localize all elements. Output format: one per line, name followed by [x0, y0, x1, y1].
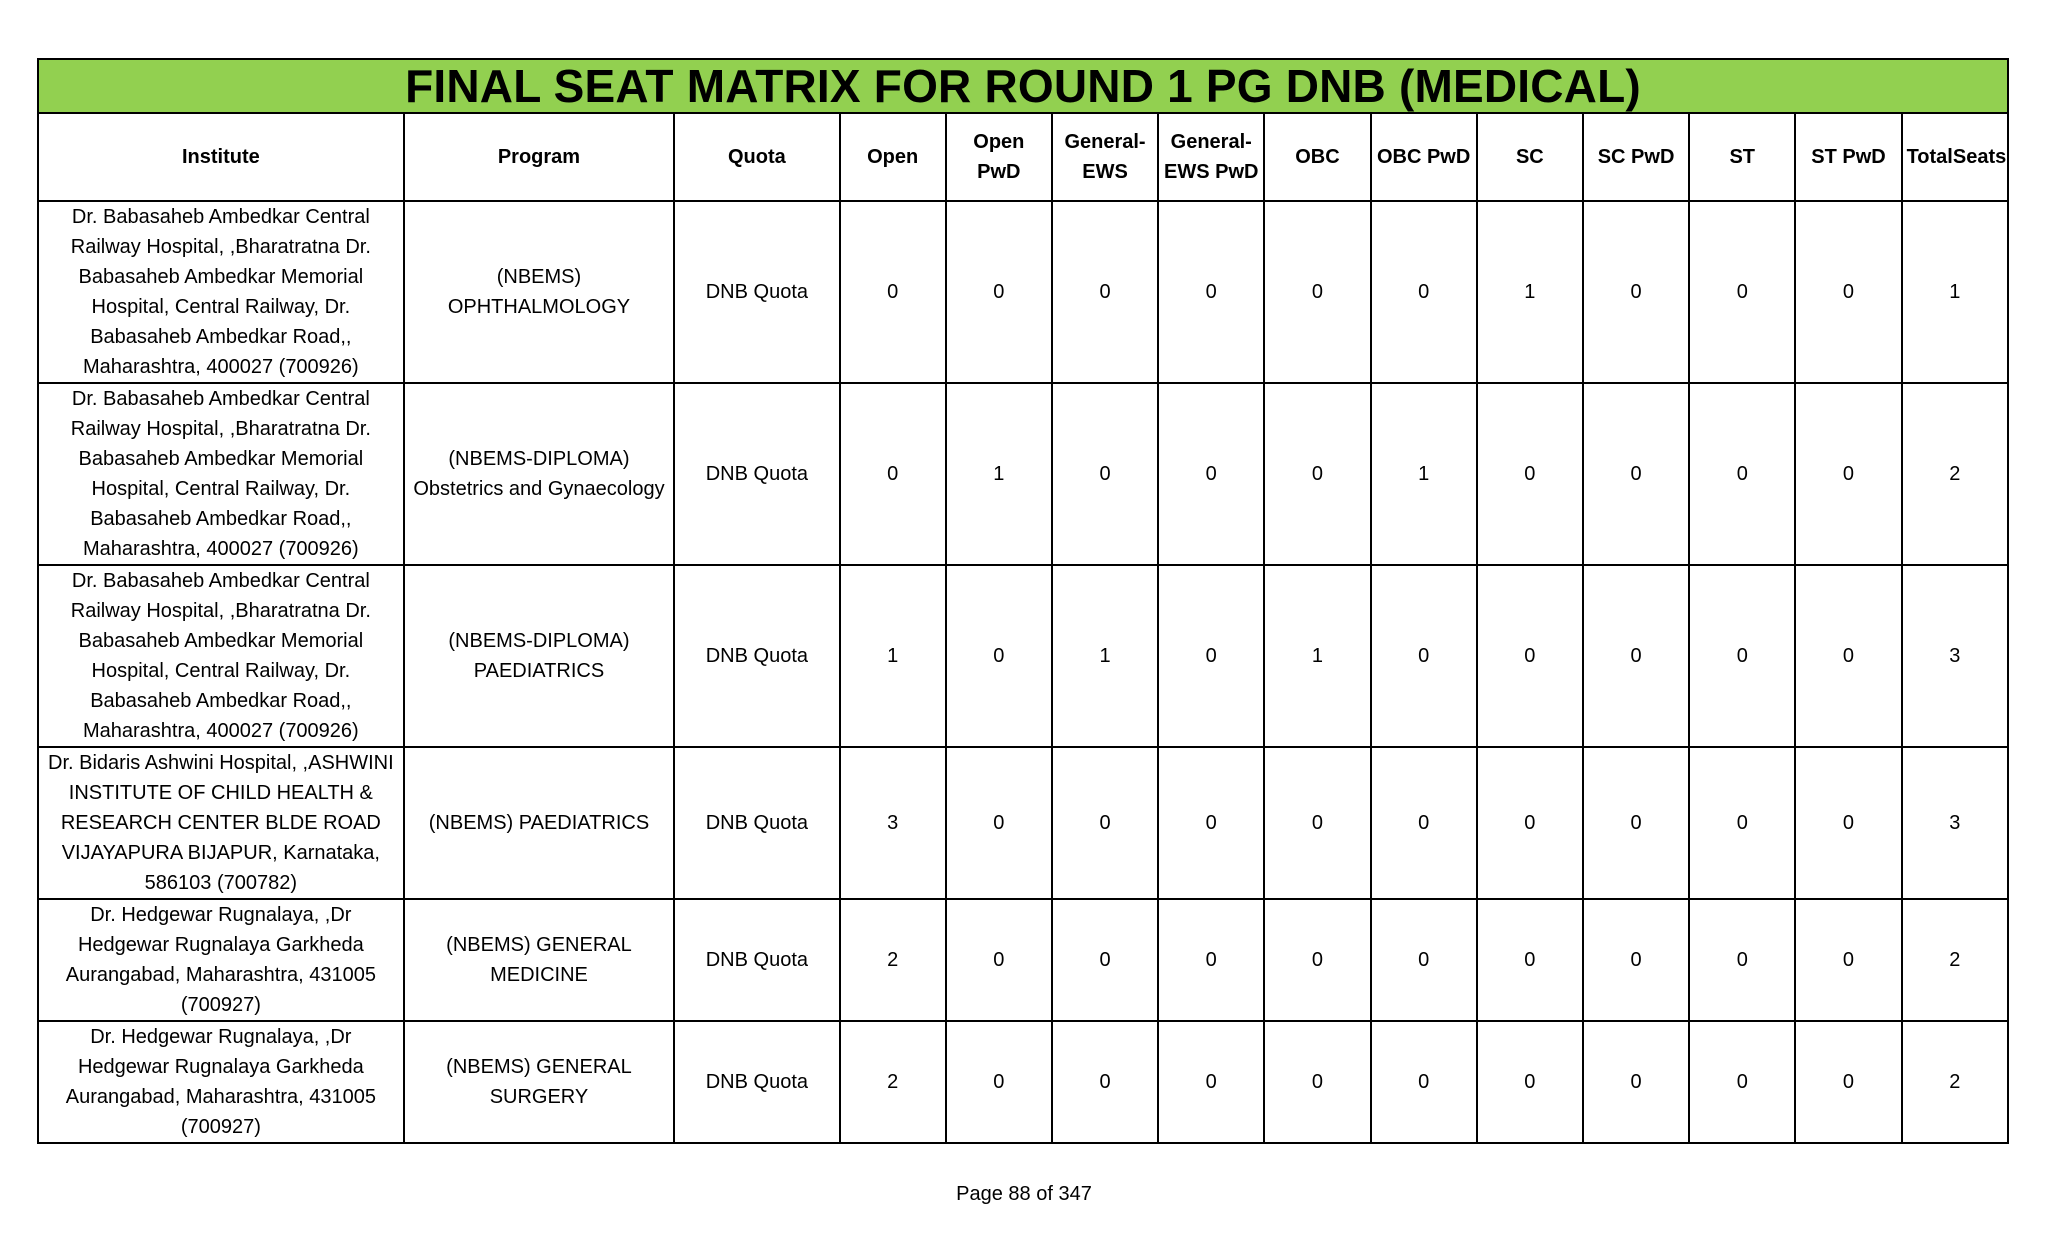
- open-pwd-cell: 0: [946, 565, 1052, 747]
- quota-cell: DNB Quota: [674, 565, 839, 747]
- open-pwd-cell: 0: [946, 201, 1052, 383]
- obc-pwd-cell: 1: [1371, 383, 1477, 565]
- page-title: FINAL SEAT MATRIX FOR ROUND 1 PG DNB (MEDICAL): [405, 60, 1641, 112]
- col-header-obc: OBC: [1264, 113, 1370, 201]
- col-header-total-seats: TotalSeats: [1902, 113, 2008, 201]
- title-banner: [38, 59, 2008, 113]
- col-header-sc-pwd: SC PwD: [1583, 113, 1689, 201]
- program-cell: (NBEMS) GENERAL MEDICINE: [404, 899, 675, 1021]
- institute-cell: Dr. Bidaris Ashwini Hospital, ,ASHWINI INSTITUTE OF CHILD HEALTH & RESEARCH CENTER BLDE ROAD VIJAYAPURA BIJAPUR, Karnataka, 586103 (700782): [38, 747, 404, 899]
- total-seats-cell: 3: [1902, 747, 2008, 899]
- open-cell: 2: [840, 899, 946, 1021]
- st-cell: 0: [1689, 899, 1795, 1021]
- table-row: [38, 565, 2008, 747]
- open-pwd-cell: 0: [946, 1021, 1052, 1143]
- open-cell: 2: [840, 1021, 946, 1143]
- st-pwd-cell: 0: [1795, 1021, 1901, 1143]
- program-cell: (NBEMS) GENERAL SURGERY: [404, 1021, 675, 1143]
- quota-cell: DNB Quota: [674, 747, 839, 899]
- table-row: [38, 201, 2008, 383]
- sc-cell: 0: [1477, 747, 1583, 899]
- col-header-institute: Institute: [38, 113, 404, 201]
- seat-matrix-sheet: [37, 58, 2009, 1144]
- quota-cell: DNB Quota: [674, 1021, 839, 1143]
- obc-cell: 0: [1264, 1021, 1370, 1143]
- general-ews-cell: 1: [1052, 565, 1158, 747]
- st-pwd-cell: 0: [1795, 565, 1901, 747]
- general-ews-cell: 0: [1052, 1021, 1158, 1143]
- sc-cell: 1: [1477, 201, 1583, 383]
- general-ews-cell: 0: [1052, 201, 1158, 383]
- st-pwd-cell: 0: [1795, 383, 1901, 565]
- quota-cell: DNB Quota: [674, 201, 839, 383]
- col-header-general-ews-pwd: General-EWS PwD: [1158, 113, 1264, 201]
- st-cell: 0: [1689, 201, 1795, 383]
- table-row: [38, 899, 2008, 1021]
- obc-pwd-cell: 0: [1371, 201, 1477, 383]
- obc-pwd-cell: 0: [1371, 565, 1477, 747]
- obc-cell: 0: [1264, 747, 1370, 899]
- col-header-st: ST: [1689, 113, 1795, 201]
- table-row: [38, 383, 2008, 565]
- table-row: [38, 1021, 2008, 1143]
- sc-pwd-cell: 0: [1583, 1021, 1689, 1143]
- general-ews-pwd-cell: 0: [1158, 565, 1264, 747]
- page-number: Page 88 of 347: [956, 1183, 1092, 1205]
- institute-cell: Dr. Hedgewar Rugnalaya, ,Dr Hedgewar Rugnalaya Garkheda Aurangabad, Maharashtra, 431005 (700927): [38, 1021, 404, 1143]
- general-ews-pwd-cell: 0: [1158, 1021, 1264, 1143]
- obc-cell: 1: [1264, 565, 1370, 747]
- obc-pwd-cell: 0: [1371, 1021, 1477, 1143]
- sc-cell: 0: [1477, 565, 1583, 747]
- col-header-st-pwd: ST PwD: [1795, 113, 1901, 201]
- st-cell: 0: [1689, 565, 1795, 747]
- col-header-open: Open: [840, 113, 946, 201]
- st-pwd-cell: 0: [1795, 899, 1901, 1021]
- sc-pwd-cell: 0: [1583, 201, 1689, 383]
- total-seats-cell: 3: [1902, 565, 2008, 747]
- open-pwd-cell: 0: [946, 899, 1052, 1021]
- general-ews-cell: 0: [1052, 899, 1158, 1021]
- general-ews-pwd-cell: 0: [1158, 201, 1264, 383]
- sc-pwd-cell: 0: [1583, 565, 1689, 747]
- obc-cell: 0: [1264, 899, 1370, 1021]
- sc-cell: 0: [1477, 1021, 1583, 1143]
- seat-matrix-table: [37, 58, 2009, 1144]
- table-row: [38, 747, 2008, 899]
- col-header-general-ews: General-EWS: [1052, 113, 1158, 201]
- st-cell: 0: [1689, 747, 1795, 899]
- obc-pwd-cell: 0: [1371, 899, 1477, 1021]
- program-cell: (NBEMS-DIPLOMA) Obstetrics and Gynaecology: [404, 383, 675, 565]
- open-pwd-cell: 1: [946, 383, 1052, 565]
- open-cell: 3: [840, 747, 946, 899]
- total-seats-cell: 2: [1902, 383, 2008, 565]
- general-ews-pwd-cell: 0: [1158, 747, 1264, 899]
- header-row: [38, 113, 2008, 201]
- st-pwd-cell: 0: [1795, 747, 1901, 899]
- institute-cell: Dr. Hedgewar Rugnalaya, ,Dr Hedgewar Rugnalaya Garkheda Aurangabad, Maharashtra, 431005 (700927): [38, 899, 404, 1021]
- program-cell: (NBEMS) OPHTHALMOLOGY: [404, 201, 675, 383]
- sc-pwd-cell: 0: [1583, 899, 1689, 1021]
- total-seats-cell: 1: [1902, 201, 2008, 383]
- institute-cell: Dr. Babasaheb Ambedkar Central Railway Hospital, ,Bharatratna Dr. Babasaheb Ambedkar Memorial Hospital, Central Railway, Dr. Babasaheb Ambedkar Road,, Maharashtra, 400027 (700926): [38, 201, 404, 383]
- quota-cell: DNB Quota: [674, 383, 839, 565]
- col-header-open-pwd: Open PwD: [946, 113, 1052, 201]
- quota-cell: DNB Quota: [674, 899, 839, 1021]
- general-ews-pwd-cell: 0: [1158, 899, 1264, 1021]
- general-ews-pwd-cell: 0: [1158, 383, 1264, 565]
- st-pwd-cell: 0: [1795, 201, 1901, 383]
- program-cell: (NBEMS) PAEDIATRICS: [404, 747, 675, 899]
- sc-cell: 0: [1477, 383, 1583, 565]
- open-cell: 0: [840, 201, 946, 383]
- sc-pwd-cell: 0: [1583, 383, 1689, 565]
- obc-cell: 0: [1264, 201, 1370, 383]
- open-cell: 0: [840, 383, 946, 565]
- open-pwd-cell: 0: [946, 747, 1052, 899]
- program-cell: (NBEMS-DIPLOMA) PAEDIATRICS: [404, 565, 675, 747]
- st-cell: 0: [1689, 383, 1795, 565]
- total-seats-cell: 2: [1902, 1021, 2008, 1143]
- col-header-program: Program: [404, 113, 675, 201]
- sc-pwd-cell: 0: [1583, 747, 1689, 899]
- total-seats-cell: 2: [1902, 899, 2008, 1021]
- sc-cell: 0: [1477, 899, 1583, 1021]
- col-header-sc: SC: [1477, 113, 1583, 201]
- open-cell: 1: [840, 565, 946, 747]
- institute-cell: Dr. Babasaheb Ambedkar Central Railway Hospital, ,Bharatratna Dr. Babasaheb Ambedkar Memorial Hospital, Central Railway, Dr. Babasaheb Ambedkar Road,, Maharashtra, 400027 (700926): [38, 565, 404, 747]
- institute-cell: Dr. Babasaheb Ambedkar Central Railway Hospital, ,Bharatratna Dr. Babasaheb Ambedkar Memorial Hospital, Central Railway, Dr. Babasaheb Ambedkar Road,, Maharashtra, 400027 (700926): [38, 383, 404, 565]
- obc-cell: 0: [1264, 383, 1370, 565]
- col-header-quota: Quota: [674, 113, 839, 201]
- general-ews-cell: 0: [1052, 383, 1158, 565]
- obc-pwd-cell: 0: [1371, 747, 1477, 899]
- st-cell: 0: [1689, 1021, 1795, 1143]
- general-ews-cell: 0: [1052, 747, 1158, 899]
- col-header-obc-pwd: OBC PwD: [1371, 113, 1477, 201]
